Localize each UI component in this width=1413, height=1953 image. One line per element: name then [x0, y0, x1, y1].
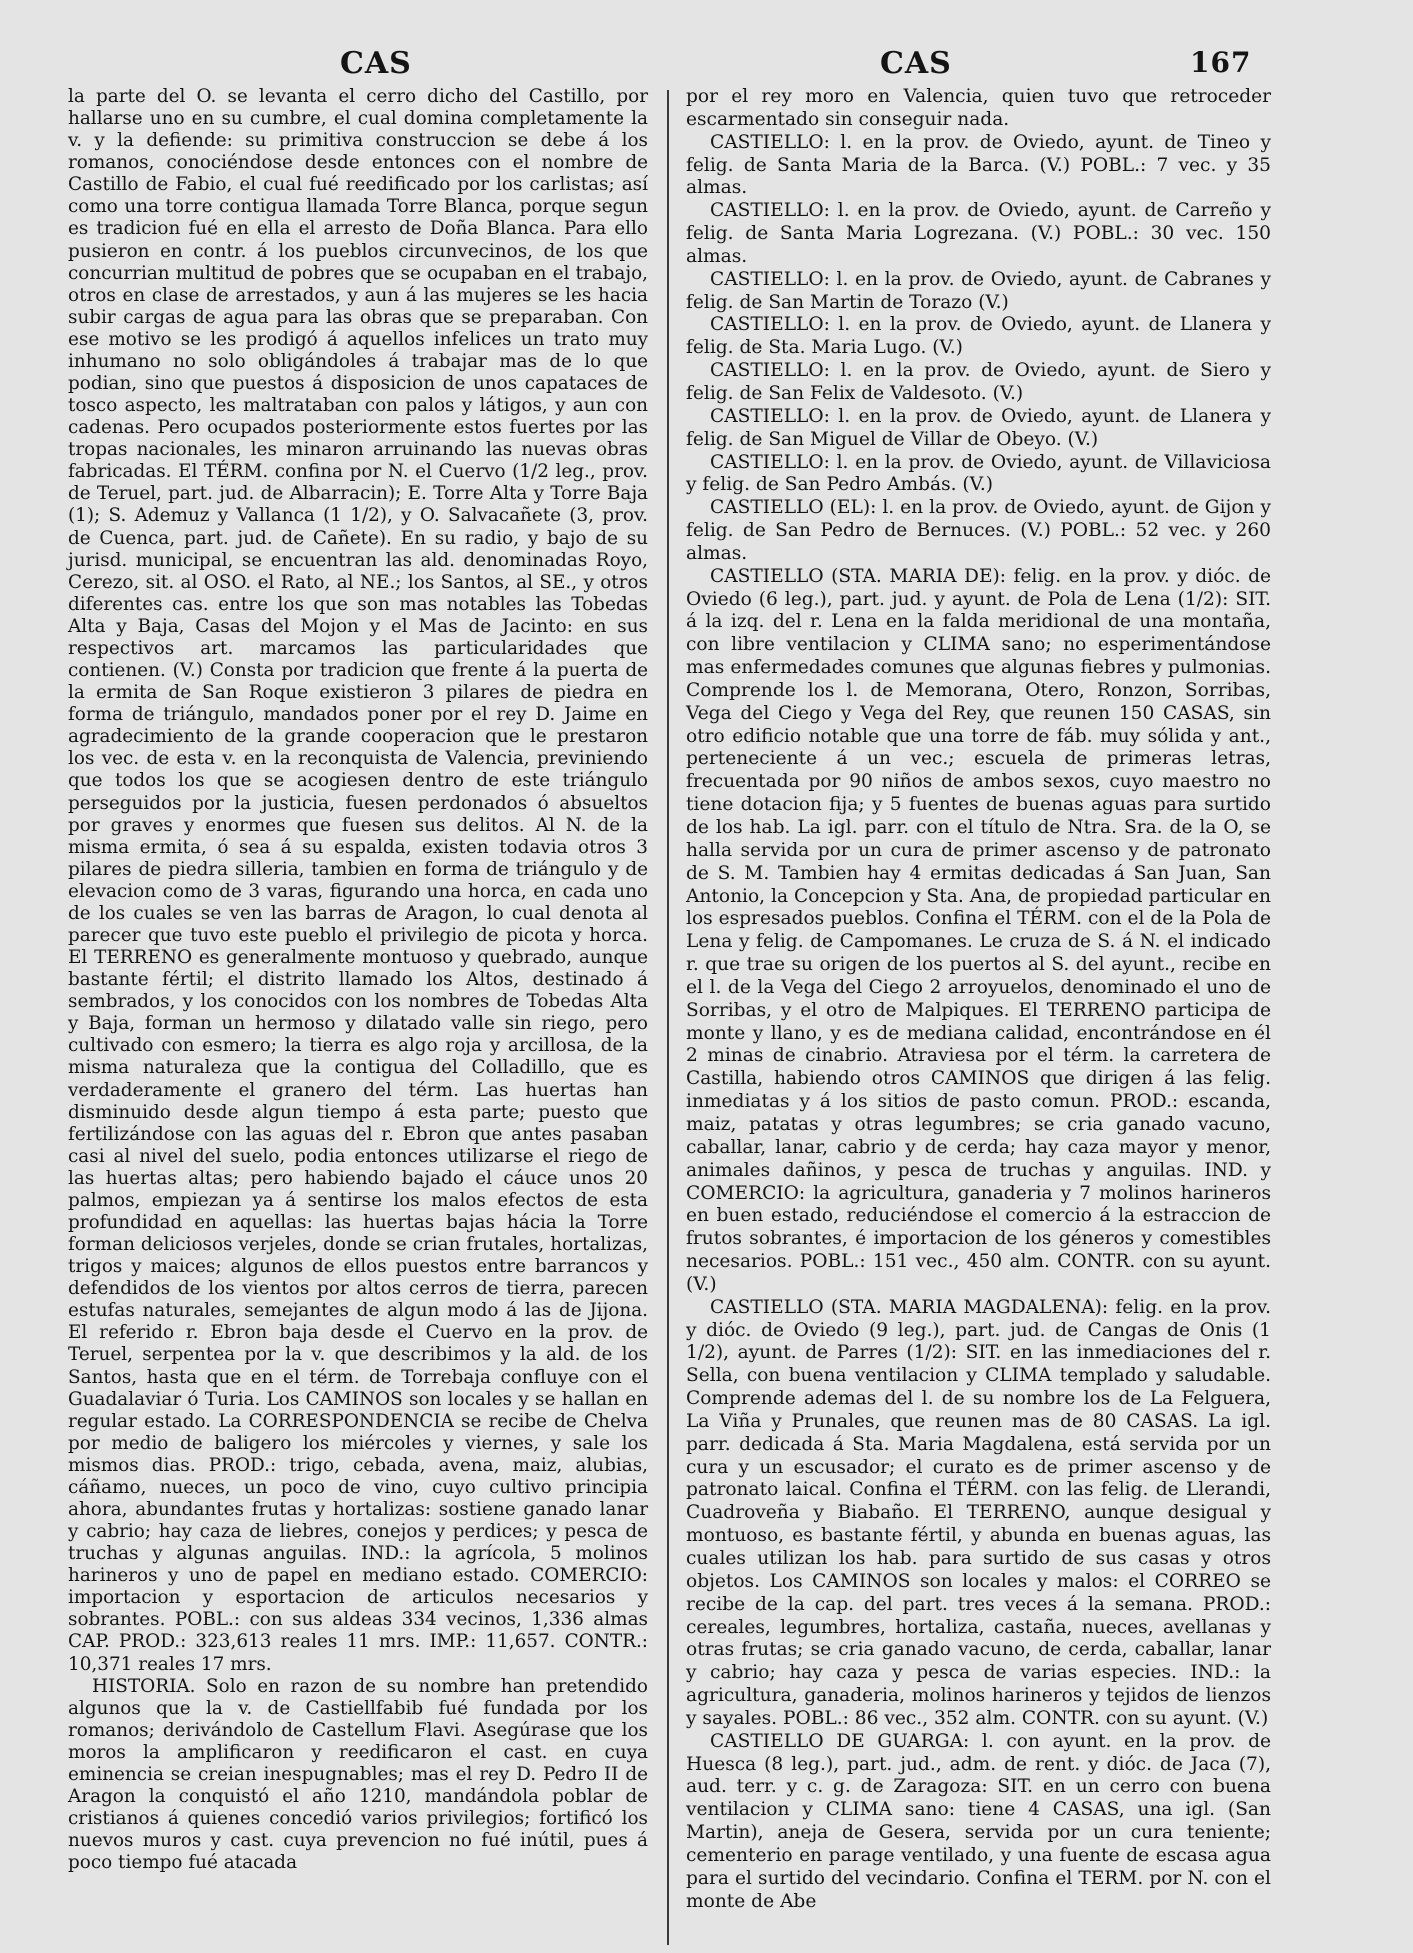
- entry-castiello-cabranes: CASTIELLO: l. en la prov. de Oviedo, ayunt. de Cabranes y felig. de San Martin de Torazo (V.): [686, 268, 1271, 313]
- entry-castiello-sta-maria-magdalena: CASTIELLO (STA. MARIA MAGDALENA): felig. en la prov. y dióc. de Oviedo (9 leg.), part. jud. de Cangas de Onis (1 1/2), ayunt. de Parres (1/2): SIT. en las inmediaciones del r. Sella, con buena ventilacion y CLIMA templado y saludable. Comprende ademas del l. de su nombre los de La Felguera, La Viña y Prunales, que reunen mas de 80 CASAS. La igl. parr. dedicada á Sta. Maria Magdalena, está servida por un cura y un escusador; el curato es de primer ascenso y de patronato laical. Confina el TÉRM. con las felig. de Llerandi, Cuadroveña y Biabaño. El TERRENO, aunque desigual y montuoso, es bastante fértil, y abunda en buenas aguas, las cuales utilizan los hab. para surtido de sus casas y otros objetos. Los CAMINOS son locales y malos: el CORREO se recibe de la cap. del part. tres veces á la semana. PROD.: cereales, legumbres, hortaliza, castaña, nueces, avellanas y otras frutas; se cria ganado vacuno, de cerda, caballar, lanar y cabrio; hay caza y pesca de varias especies. IND.: la agricultura, ganaderia, molinos harineros y tejidos de lienzos y sayales. POBL.: 86 vec., 352 alm. CONTR. con su ayunt. (V.): [686, 1296, 1271, 1729]
- entry-castiello-sta-maria-de: CASTIELLO (STA. MARIA DE): felig. en la prov. y dióc. de Oviedo (6 leg.), part. jud. y ayunt. de Pola de Lena (1/2): SIT. á la izq. del r. Lena en la falda meridional de una montaña, con libre ventilacion y CLIMA sano; no esperimentándose mas enfermedades comunes que algunas fiebres y pulmonias. Comprende los l. de Memorana, Otero, Ronzon, Sorribas, Vega del Ciego y Vega del Rey, que reunen 150 CASAS, sin otro edificio notable que una torre de fáb. muy sólida y ant., perteneciente á un vec.; escuela de primeras letras, frecuentada por 90 niños de ambos sexos, cuyo maestro no tiene dotacion fija; y 5 fuentes de buenas aguas para surtido de los hab. La igl. parr. con el título de Ntra. Sra. de la O, se halla servida por un cura de primer ascenso y de patronato de S. M. Tambien hay 4 ermitas dedicadas á San Juan, San Antonio, la Concepcion y Sta. Ana, de propiedad particular en los espresados pueblos. Confina el TÉRM. con el de la Pola de Lena y felig. de Campomanes. Le cruza de S. á N. el indicado r. que trae su origen de los puertos al S. del ayunt., recibe en el l. de la Vega del Ciego 2 arroyuelos, denominado el uno de Sorribas, y el otro de Malpiques. El TERRENO participa de monte y llano, y es de mediana calidad, encontrándose en él 2 minas de cinabrio. Atraviesa por el térm. la carretera de Castilla, habiendo otros CAMINOS que dirigen á las felig. inmediatas y á los sitios de pasto comun. PROD.: escanda, maiz, patatas y otras legumbres; se cria ganado vacuno, caballar, lanar, cabrio y de cerda; hay caza mayor y menor, animales dañinos, y pesca de truchas y anguilas. IND. y COMERCIO: la agricultura, ganaderia y 7 molinos harineros en buen estado, reduciéndose el comercio á la estraccion de frutos sobrantes, é importacion de los géneros y comestibles necesarios. POBL.: 151 vec., 450 alm. CONTR. con su ayunt. (V.): [686, 565, 1271, 1295]
- entry-castiello-carreno: CASTIELLO: l. en la prov. de Oviedo, ayunt. de Carreño y felig. de Santa Maria Logrezana. (V.) POBL.: 30 vec. 150 almas.: [686, 200, 1271, 267]
- entry-castiello-siero: CASTIELLO: l. en la prov. de Oviedo, ayunt. de Siero y felig. de San Felix de Valdesoto. (V.): [686, 360, 1271, 404]
- running-head-right: CAS: [880, 46, 952, 81]
- column-divider: [667, 90, 669, 1945]
- entry-castiello-el-gijon: CASTIELLO (EL): l. en la prov. de Oviedo, ayunt. de Gijon y felig. de San Pedro de Bernuces. (V.) POBL.: 52 vec. y 260 almas.: [686, 497, 1271, 564]
- paragraph-castielfabib-description: la parte del O. se levanta el cerro dicho del Castillo, por hallarse uno en su cumbre, el cual domina completamente la v. y la defiende: su primitiva construccion se debe á los romanos, conociéndose desde entonces con el nombre de Castillo de Fabio, el cual fué reedificado por los carlistas; así como una torre contigua llamada Torre Blanca, porque segun es tradicion fué en ella el arresto de Doña Blanca. Para ello pusieron en contr. á los pueblos circunvecinos, de los que concurrian multitud de pobres que se ocupaban en el trabajo, otros en clase de arrestados, y aun á las mujeres se les hacia subir cargas de agua para las obras que se preparaban. Con ese motivo se les prodigó á aquellos infelices un trato muy inhumano no solo obligándoles á trabajar mas de lo que podian, sino que puestos á disposicion de unos capataces de tosco aspecto, les maltrataban con palos y látigos, y aun con cadenas. Pero ocupados posteriormente estos fuertes por las tropas nacionales, les minaron arruinando las nuevas obras fabricadas. El TÉRM. confina por N. el Cuervo (1/2 leg., prov. de Teruel, part. jud. de Albarracin); E. Torre Alta y Torre Baja (1); S. Ademuz y Vallanca (1 1/2), y O. Salvacañete (3, prov. de Cuenca, part. jud. de Cañete). En su radio, y bajo de su jurisd. municipal, se encuentran las ald. denominadas Royo, Cerezo, sit. al OSO. el Rato, al NE.; los Santos, al SE., y otros diferentes cas. entre los que son mas notables las Tobedas Alta y Baja, Casas del Mojon y el Mas de Jacinto: en sus respectivos art. marcamos las particularidades que contienen. (V.) Consta por tradicion que frente á la puerta de la ermita de San Roque existieron 3 pilares de piedra en forma de triángulo, mandados poner por el rey D. Jaime en agradecimiento de la grande cooperacion que le prestaron los vec. de esta v. en la reconquista de Valencia, previniendo que todos los que se acogiesen dentro de este triángulo perseguidos por la justicia, fuesen perdonados ó absueltos por graves y enormes que fuesen sus delitos. Al N. de la misma ermita, ó sea á su espalda, existen todavia otros 3 pilares de piedra silleria, tambien en forma de triángulo y de elevacion como de 3 varas, figurando una horca, en cada uno de los cuales se ven las barras de Aragon, lo cual denota al parecer que tuvo este pueblo el privilegio de picota y horca. El TERRENO es generalmente montuoso y quebrado, aunque bastante fértil; el distrito llamado los Altos, destinado á sembrados, y los conocidos con los nombres de Tobedas Alta y Baja, forman un hermoso y dilatado valle sin riego, pero cultivado con esmero; la tierra es algo roja y arcillosa, de la misma naturaleza que la contigua del Colladillo, que es verdaderamente el granero del térm. Las huertas han disminuido desde algun tiempo á esta parte; puesto que fertilizándose con las aguas del r. Ebron que antes pasaban casi al nivel del suelo, podia entonces utilizarse el riego de las huertas altas; pero habiendo bajado el cáuce unos 20 palmos, empiezan ya á sentirse los malos efectos de esta profundidad en aquellas: las huertas bajas hácia la Torre forman deliciosos verjeles, donde se crian frutales, hortalizas, trigos y maices; algunos de ellos puestos entre barrancos y defendidos de los vientos por altos cerros de tierra, parecen estufas naturales, semejantes de algun modo á las de Jijona. El referido r. Ebron baja desde el Cuervo en la prov. de Teruel, serpentea por la v. que describimos y la ald. de los Santos, hasta que en el térm. de Torrebaja confluye con el Guadalaviar ó Turia. Los CAMINOS son locales y se hallan en regular estado. La CORRESPONDENCIA se recibe de Chelva por medio de baligero los miércoles y viernes, y sale los mismos dias. PROD.: trigo, cebada, avena, maiz, alubias, cáñamo, nueces, un poco de vino, cuyo cultivo principia ahora, abundantes frutas y hortalizas: sostiene ganado lanar y cabrio; hay caza de liebres, conejos y perdices; y pesca de truchas y algunas anguilas. IND.: la agrícola, 5 molinos harineros y uno de papel en mediano estado. COMERCIO: importacion y esportacion de articulos necesarios y sobrantes. POBL.: con sus aldeas 334 vecinos, 1,336 almas CAP. PROD.: 323,613 reales 11 mrs. IMP.: 11,657. CONTR.: 10,371 reales 17 mrs.: [68, 86, 648, 1675]
- right-column: [686, 86, 1271, 1914]
- paragraph-historia-continued: por el rey moro en Valencia, quien tuvo que retroceder escarmentado sin conseguir nada.: [686, 86, 1271, 130]
- paragraph-historia: HISTORIA. Solo en razon de su nombre han pretendido algunos que la v. de Castiellfabib fué fundada por los romanos; derivándolo de Castellum Flavi. Asegúrase que los moros la amplificaron y reedificaron el cast. en cuya eminencia se creian inespugnables; mas el rey D. Pedro II de Aragon la conquistó el año 1210, mandándola poblar de cristianos á quienes concedió varios privilegios; fortificó los nuevos muros y cast. cuya prevencion no fué inútil, pues á poco tiempo fué atacada: [68, 1675, 648, 1874]
- entry-castiello-llanera-lugo: CASTIELLO: l. en la prov. de Oviedo, ayunt. de Llanera y felig. de Sta. Maria Lugo. (V.): [686, 314, 1271, 359]
- page-number: 167: [1190, 46, 1252, 79]
- entry-castiello-tineo: CASTIELLO: l. en la prov. de Oviedo, ayunt. de Tineo y felig. de Santa Maria de la Barca. (V.) POBL.: 7 vec. y 35 almas.: [686, 131, 1271, 199]
- entry-castiello-llanera-obeyo: CASTIELLO: l. en la prov. de Oviedo, ayunt. de Llanera y felig. de San Miguel de Villar de Obeyo. (V.): [686, 405, 1271, 450]
- left-column: [68, 86, 648, 1874]
- entry-castiello-villaviciosa: CASTIELLO: l. en la prov. de Oviedo, ayunt. de Villaviciosa y felig. de San Pedro Ambás. (V.): [686, 451, 1271, 496]
- entry-castiello-de-guarga: CASTIELLO DE GUARGA: l. con ayunt. en la prov. de Huesca (8 leg.), part. jud., adm. de rent. y dióc. de Jaca (7), aud. terr. y c. g. de Zaragoza: SIT. en un cerro con buena ventilacion y CLIMA sano: tiene 4 CASAS, una igl. (San Martin), aneja de Gesera, servida por un cura teniente; cementerio en parage ventilado, y una fuente de escasa agua para el surtido del vecindario. Confina el TERM. por N. con el monte de Abe: [686, 1730, 1271, 1912]
- running-head-left: CAS: [340, 46, 412, 81]
